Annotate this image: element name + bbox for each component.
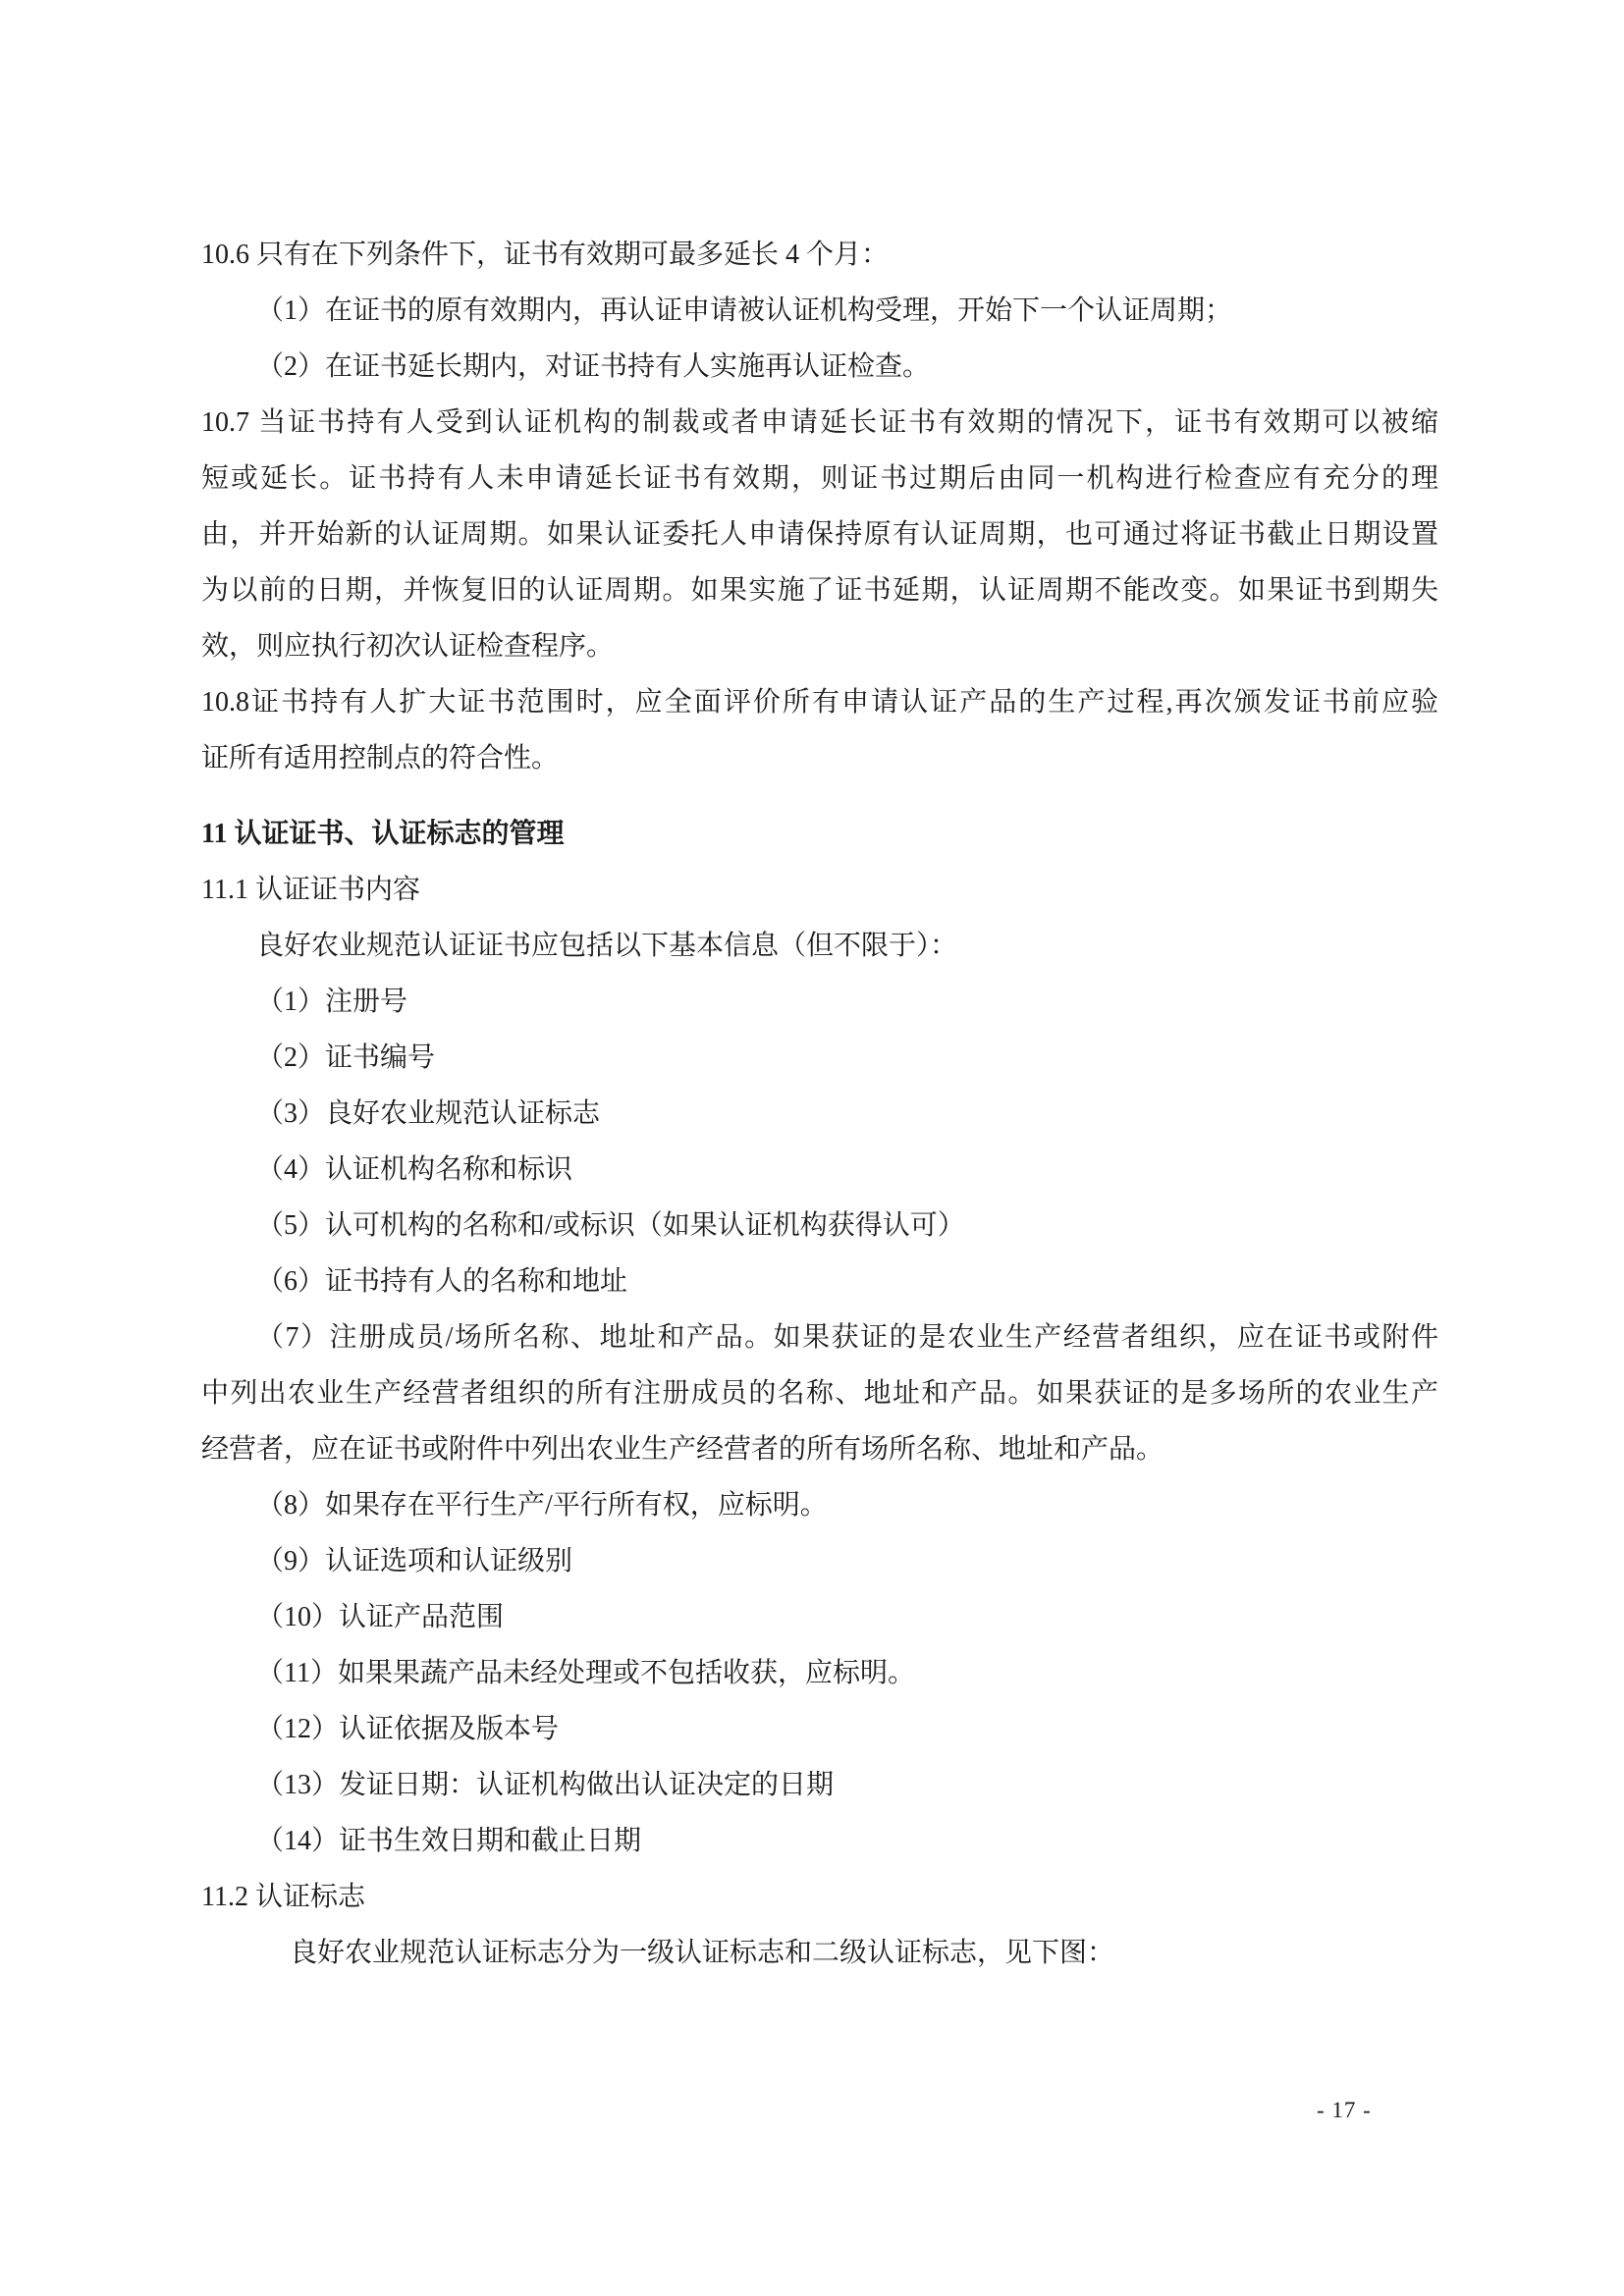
cert-item-13: （13）发证日期：认证机构做出认证决定的日期 — [256, 1770, 835, 1800]
clause-11-1-intro: 良好农业规范认证证书应包括以下基本信息（但不限于）： — [256, 931, 958, 961]
cert-item-7-line-2: 中列出农业生产经营者组织的所有注册成员的名称、地址和产品。如果获证的是多场所的农业生产 — [201, 1378, 1438, 1409]
clause-10-7-line-5: 效，则应执行初次认证检查程序。 — [201, 631, 615, 662]
clause-11-2-intro: 良好农业规范认证标志分为一级认证标志和二级认证标志，见下图： — [290, 1938, 1115, 1968]
cert-item-14: （14）证书生效日期和截止日期 — [256, 1826, 642, 1856]
cert-item-10: （10）认证产品范围 — [256, 1602, 505, 1632]
clause-10-6-item-2: （2）在证书延长期内，对证书持有人实施再认证检查。 — [256, 351, 931, 382]
page-number: - 17 - — [1317, 2098, 1372, 2122]
cert-item-3: （3）良好农业规范认证标志 — [256, 1098, 601, 1129]
cert-item-5: （5）认可机构的名称和/或标识（如果认证机构获得认可） — [256, 1210, 965, 1241]
cert-item-4: （4）认证机构名称和标识 — [256, 1154, 573, 1185]
clause-10-7-line-2: 短或延长。证书持有人未申请延长证书有效期，则证书过期后由同一机构进行检查应有充分的理 — [201, 463, 1438, 494]
cert-item-7-line-3: 经营者，应在证书或附件中列出农业生产经营者的所有场所名称、地址和产品。 — [201, 1434, 1164, 1465]
cert-item-6: （6）证书持有人的名称和地址 — [256, 1266, 628, 1297]
cert-item-8: （8）如果存在平行生产/平行所有权，应标明。 — [256, 1490, 828, 1521]
cert-item-12: （12）认证依据及版本号 — [256, 1714, 560, 1744]
cert-item-1: （1）注册号 — [256, 987, 408, 1017]
clause-10-7-line-3: 由，并开始新的认证周期。如果认证委托人申请保持原有认证周期，也可通过将证书截止日期设置 — [201, 519, 1438, 550]
clause-10-6-item-1: （1）在证书的原有效期内，再认证申请被认证机构受理，开始下一个认证周期； — [256, 295, 1233, 326]
document-body — [201, 227, 1438, 1981]
cert-item-2: （2）证书编号 — [256, 1042, 436, 1073]
clause-11-2-heading: 11.2 认证标志 — [201, 1882, 365, 1912]
clause-11-1-heading: 11.1 认证证书内容 — [201, 875, 420, 905]
clause-10-8-line-1: 10.8证书持有人扩大证书范围时，应全面评价所有申请认证产品的生产过程,再次颁发证书前应验 — [201, 687, 1438, 718]
clause-10-7-line-1: 10.7 当证书持有人受到认证机构的制裁或者申请延长证书有效期的情况下，证书有效期可以被缩 — [201, 407, 1438, 438]
clause-10-6: 10.6 只有在下列条件下，证书有效期可最多延长 4 个月： — [201, 240, 890, 270]
cert-item-11: （11）如果果蔬产品未经处理或不包括收获，应标明。 — [256, 1658, 915, 1688]
section-11-heading: 11 认证证书、认证标志的管理 — [201, 819, 565, 849]
cert-item-9: （9）认证选项和认证级别 — [256, 1546, 573, 1576]
cert-item-7-line-1: （7）注册成员/场所名称、地址和产品。如果获证的是农业生产经营者组织，应在证书或附件 — [256, 1322, 1438, 1353]
clause-10-8-line-2: 证所有适用控制点的符合性。 — [201, 743, 560, 774]
clause-10-7-line-4: 为以前的日期，并恢复旧的认证周期。如果实施了证书延期，认证周期不能改变。如果证书到期失 — [201, 575, 1438, 606]
